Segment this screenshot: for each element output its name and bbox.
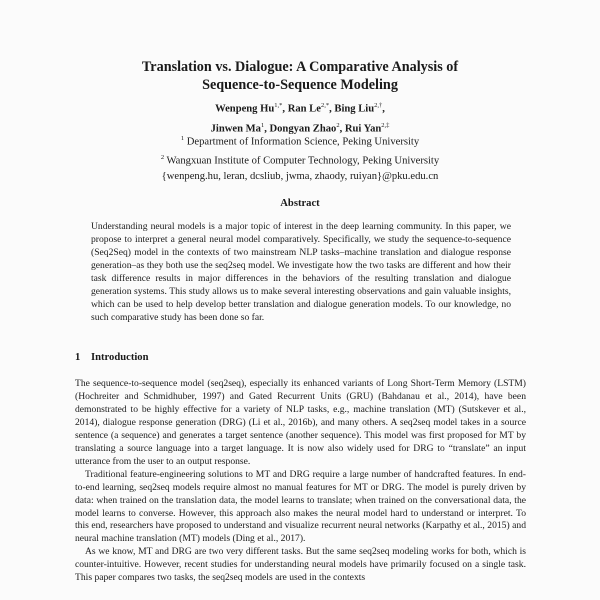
author-name: Bing Liu	[334, 103, 375, 115]
section-number: 1	[75, 352, 81, 363]
author-mark: 2,*	[320, 102, 330, 109]
author-name: Ran Le	[287, 103, 321, 115]
paragraph: As we know, MT and DRG are two very different tasks. But the same seq2seq modeling works for both, which is counter-intuitive. However, recent studies for understanding neural models have primarily focused on a single task. This paper compares two tasks, the seq2seq models are used in the contexts	[75, 546, 526, 584]
author-list: Wenpeng $Hu^{1,*}$, Ran $Le^{2,*}$, Bing Liu$^{2,\dagger}$, Jinwen Ma$^1$, Dongyan Zhao$^2$, Rui Yan$^{2,\ddagger}$	[210, 102, 390, 135]
author-emails: {wenpeng.hu, leran, dcsliub, jwma, zhaody, ruiyan}@pku.edu.cn	[161, 171, 439, 183]
paragraph: The sequence-to-sequence model (seq2seq), especially its enhanced variants of Long Short-Term Memory (LSTM) (Hochreiter and Schmidhuber, 1997) and Gated Recurrent Units (GRU) (Bahdanau et al., 2014), have been demonstrated to be highly effective for a variety of NLP tasks, e.g., machine translation (MT) (Sutskever et al., 2014), dialogue response generation (DRG) (Li et al., 2016b), and many others. A seq2seq model takes in a source sentence (a sequence) and generates a target sentence (another sequence). This model was first proposed for MT by translating a source language into a target language. It is now also widely used for DRG to “translate” an input utterance from the user to an output response.	[75, 378, 526, 467]
title-line-2: Sequence-to-Sequence Modeling	[202, 77, 398, 93]
section-title: Introduction	[91, 352, 149, 363]
author-mark: 2,‡	[381, 121, 390, 129]
section-heading	[75, 352, 149, 363]
paper-title	[0, 58, 600, 94]
author-name: Wenpeng Hu	[215, 103, 275, 115]
title-line-1: Translation vs. Dialogue: A Comparative Analysis of	[141, 59, 459, 75]
author-name: Dongyan Zhao	[269, 123, 337, 135]
author-name: Jinwen Ma	[210, 123, 261, 135]
abstract-text: Understanding neural models is a major topic of interest in the deep learning community. In this paper, we propose to interpret a general neural model comparatively. Specifically, we study the sequence-to-sequence (Seq2Seq) model in the contexts of two mainstream NLP tasks–machine translation and dialogue response generation–as they both use the seq2seq model. We investigate how the two tasks are different and how their task difference results in major differences in the behaviors of the resulting translation and dialogue generation systems. This study allows us to make several interesting observations and gain valuable insights, which can be used to help develop better translation and dialogue generation models. To our knowledge, no such comparative study has been done so far.	[91, 221, 511, 323]
affiliation-1: $^1$ Department of Information Science, Peking University	[180, 135, 420, 148]
abstract-heading: Abstract	[280, 198, 320, 209]
author-name: Rui Yan	[344, 123, 382, 135]
introduction-body	[75, 378, 526, 585]
author-mark: 1,*	[274, 102, 283, 109]
author-mark: 2,†	[374, 102, 383, 109]
author-mark: 2	[336, 121, 340, 129]
paragraph: Traditional feature-engineering solutions to MT and DRG require a large number of handcrafted features. In end-to-end learning, seq2seq models require almost no manual features for MT or DRG. The model is purely driven by data: when trained on the translation data, the model learns to translate; when trained on the conversational data, the model learns to converse. However, this approach also makes the neural model hard to understand or interpret. To this end, researchers have proposed to understand and visualize recurrent neural networks (Karpathy et al., 2015) and neural machine translation (MT) models (Ding et al., 2017).	[75, 468, 526, 545]
author-mark: 1	[260, 121, 265, 129]
affiliations	[0, 131, 600, 185]
affiliation-2: $^2$ Wangxuan Institute of Computer Technology, Peking University	[160, 154, 440, 167]
